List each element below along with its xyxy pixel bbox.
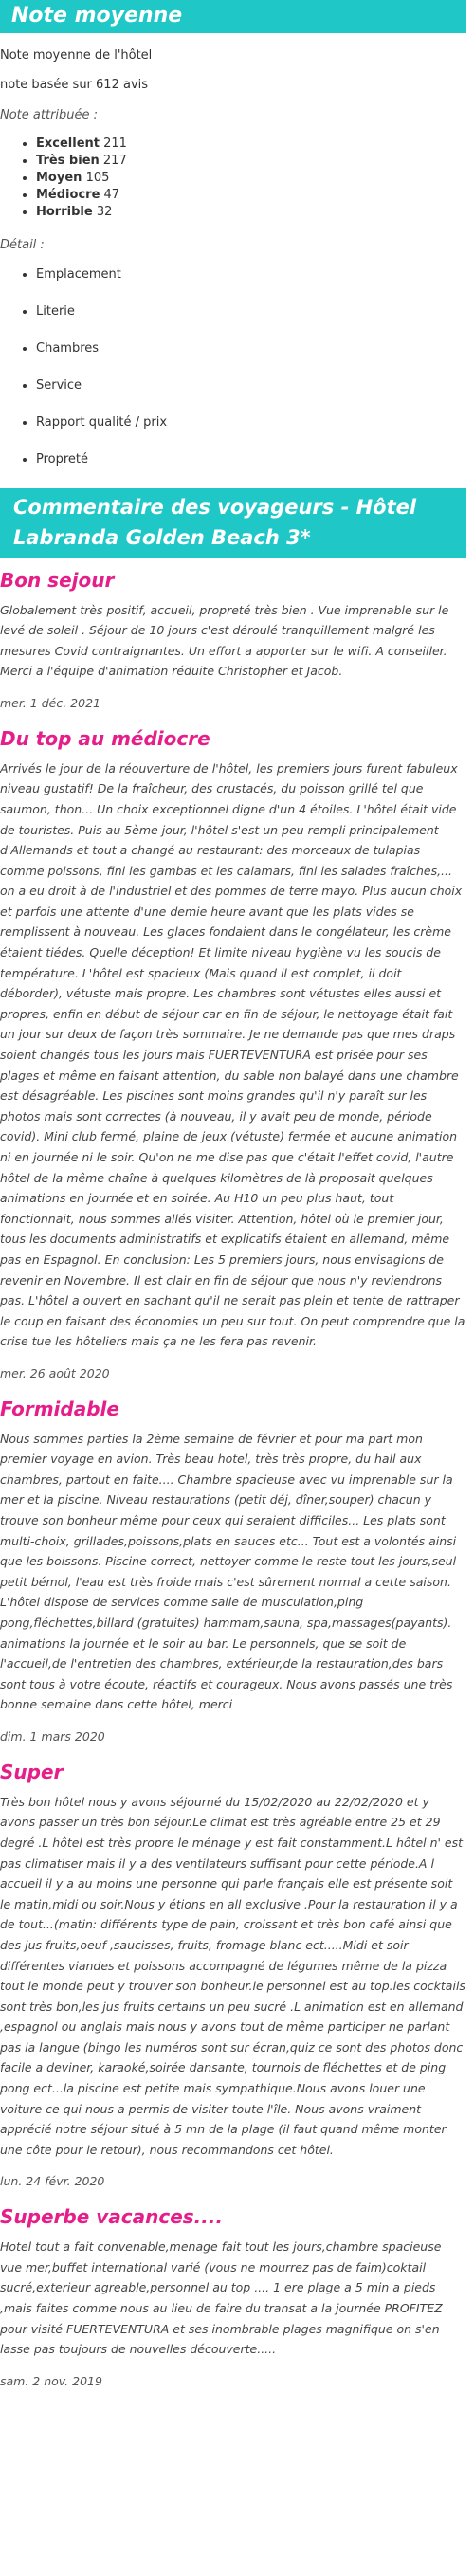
rating-detail-item: • Literie xyxy=(36,303,466,320)
review-title: Super xyxy=(0,1760,64,1783)
review-title: Du top au médiocre xyxy=(0,726,210,750)
rating-count-label: Horrible xyxy=(36,205,93,220)
reviews-section-header: Commentaire des voyageurs - Hôtel Labranda Golden Beach 3* xyxy=(0,488,466,558)
review-title: Bon sejour xyxy=(0,568,115,592)
review-item xyxy=(0,1760,466,2191)
hotel-rating-label: Note moyenne de l'hôtel xyxy=(0,47,153,63)
rating-count-item xyxy=(36,170,466,187)
review-date: mer. 26 août 2020 xyxy=(0,1365,110,1380)
rating-count-value: 211 xyxy=(103,137,127,152)
rating-count-label: Très bien xyxy=(36,154,100,169)
reviews-list xyxy=(0,568,466,2391)
rating-count-value: 105 xyxy=(85,171,110,186)
review-item xyxy=(0,568,466,713)
review-title: Formidable xyxy=(0,1397,119,1420)
detail-label: Détail : xyxy=(0,238,45,253)
rating-count-value: 217 xyxy=(102,154,127,169)
review-text: Globalement très positif, accueil, propreté très bien . Vue imprenable sur le levé de soleil . Séjour de 10 jours c'est déroulé tranquillement malgré les mesures Covid contraignantes. Un effort a apporter sur le wifi. A conseiller. Merci a l'équipe d'animation réduite Christopher et Jacob. xyxy=(0,602,449,679)
rating-count-item xyxy=(36,136,466,153)
rating-count-value: 47 xyxy=(103,188,120,203)
rating-count-item xyxy=(36,204,466,221)
rating-count-label: Moyen xyxy=(36,171,82,186)
review-item xyxy=(0,1397,466,1746)
rating-count-label: Excellent xyxy=(36,137,100,152)
rating-summary xyxy=(0,33,466,468)
rating-count-item xyxy=(36,153,466,170)
review-item xyxy=(0,726,466,1383)
review-date: dim. 1 mars 2020 xyxy=(0,1729,105,1744)
review-date: mer. 1 déc. 2021 xyxy=(0,695,100,710)
review-item xyxy=(0,2204,466,2390)
review-text: Arrivés le jour de la réouverture de l'hôtel, les premiers jours furent fabuleux niveau gustatif! De la fraîcheur, des crustacés, du poisson grillé tel que saumon, thon... Un choix exceptionnel digne d'un 4 étoiles. L'hôtel était vide de touristes. Puis au 5ème jour, l'hôtel s'est un peu rempli principalement d'Allemands et tout a changé au restaurant: des morceaux de tulapias comme poissons, fini les gambas et les calamars, fini les salades fraîches,... on a eu droit à de l'industriel et des pommes de terre mayo. Plus aucun choix et parfois une attente d'une demie heure avant que les plats vides se remplissent à nouveau. Les glaces fondaient dans le congélateur, les crème étaient tiédes. Quelle déception! Et limite niveau hygiène vu les soucis de température. L'hôtel est spacieux (Mais quand il est complet, il doit déborder), vétuste mais propre. Les chambres sont vétustes elles aussi et propres, enfin en début de séjour car en fin de séjour, le nettoyage était fait un jour sur deux de façon très sommaire. Je ne demande pas que mes draps soient changés tous les jours mais FUERTEVENTURA est prisée pour ses plages et même en faisant attention, du sable non balayé dans une chambre est désagréable. Les piscines sont moins grandes qu'il n'y paraît sur les photos mais sont correctes (à nouveau, il y avait peu de monde, période covid). Mini club fermé, plaine de jeux (vétuste) fermée et aucune animation ni en journée ni le soir. Qu'on ne me dise pas que c'était l'effet covid, l'autre hôtel de la même chaîne à quelques kilomètres de là proposait quelques animations en journée et en soirée. Au H10 un peu plus haut, tout fonctionnait, nous sommes allés visiter. Attention, hôtel où le premier jour, tous les documents administratifs et explicatifs étaient en allemand, même pas en Espagnol. En conclusion: Les 5 premiers jours, nous envisagions de revenir en Novembre. Il est clair en fin de séjour que nous n'y reviendrons pas. L'hôtel a ouvert en sachant qu'il ne serait pas plein et tente de rattraper le coup en faisant des économies un peu sur tout. On peut comprendre que la crise tue les hôteliers mais ça ne les fera pas revenir. xyxy=(0,760,465,1349)
rating-detail-item: • Rapport qualité / prix xyxy=(36,414,466,431)
review-title: Superbe vacances.... xyxy=(0,2205,224,2229)
rating-count-item xyxy=(36,187,466,204)
based-on-text: note basée sur 612 avis xyxy=(0,78,149,93)
rating-detail-item: • Emplacement xyxy=(36,266,466,283)
rating-detail-item: • Service xyxy=(36,377,466,394)
attributed-label: Note attribuée : xyxy=(0,107,99,122)
rating-section-header: Note moyenne xyxy=(0,0,466,33)
rating-count-value: 32 xyxy=(96,205,113,220)
rating-detail-item: • Chambres xyxy=(36,340,466,357)
review-date: sam. 2 nov. 2019 xyxy=(0,2373,102,2388)
review-text: Hotel tout a fait convenable,menage fait tout les jours,chambre spacieuse vue mer,buffet international varié (vous ne mourrez pas de faim)coktail sucré,exterieur agreable,personnel au top .... 1 ere plage a 5 min a pieds ,mais faites comme nous au lieu de faire du transat a la journée PROFITEZ pour visité FUERTEVENTURA et ses inombrable plages magnifique on s'en lasse pas toujours de nouvelles découverte..... xyxy=(0,2239,443,2357)
rating-details-list xyxy=(0,266,466,468)
rating-count-label: Médiocre xyxy=(36,188,100,203)
review-text: Très bon hôtel nous y avons séjourné du 15/02/2020 au 22/02/2020 et y avons passer un très bon séjour.Le climat est très agréable entre 25 et 29 degré .L hôtel est très propre le ménage y est fait constamment.L hôtel n' est pas climatiser mais il y a des ventilateurs suffisant pour cette période.A l accueil il y a au moins une personne qui parle français elle est présente soit le matin,midi ou soir.Nous y étions en all exclusive .Pour la restauration il y a de tout...(matin: différents type de pain, croissant et très bon café ainsi que des jus fruits,oeuf ,saucisses, fruits, fromage blanc ect.....Midi et soir différentes viandes et poissons accompagné de légumes même de la pizza tout le monde peut y trouver son bonheur.le personnel est au top.les cocktails sont très bon,les jus fruits certains un peu sucré .L animation est en allemand ,espagnol ou anglais mais nous y avons tout de même participer ne parlant pas la langue (bingo les numéros sont sur écran,quiz ce sont des photos donc facile a deviner, karaoké,soirée dansante, tournois de fléchettes et de ping pong ect...la piscine est petite mais sympathique.Nous avons louer une voiture ce qui nous a permis de visiter toute l'île. Nous avons vraiment apprécié notre séjour situé à 5 mn de la plage (il faut quand même monter une côte pour le retour), nous recommandons cet hôtel. xyxy=(0,1794,465,2157)
review-date: lun. 24 févr. 2020 xyxy=(0,2174,105,2189)
review-text: Nous sommes parties la 2ème semaine de février et pour ma part mon premier voyage en avion. Très beau hotel, très très propre, du hall aux chambres, partout en faite.... Chambre spacieuse avec vu imprenable sur la mer et la piscine. Niveau restaurations (petit déj, dîner,souper) chacun y trouve son bonheur même pour ceux qui seraient difficiles... Les plats sont multi-choix, grillades,poissons,plats en sauces etc... Tout est a volontés ainsi que les boissons. Piscine correct, nettoyer comme le reste tout les jours,seul petit bémol, l'eau est très froide mais c'est sûrement normal a cette saison. L'hôtel dispose de services comme salle de musculation,ping pong,fléchettes,billard (gratuites) hammam,sauna, spa,massages(payants). animations la journée et le soir au bar. Le personnels, que se soit de l'accueil,de l'entretien des chambres, extérieur,de la restauration,des bars sont tous à votre écoute, réactifs et courageux. Nous avons passés une très bonne semaine dans cette hôtel, merci xyxy=(0,1431,457,1712)
rating-counts-list xyxy=(0,136,466,221)
rating-detail-item: • Propreté xyxy=(36,451,466,468)
